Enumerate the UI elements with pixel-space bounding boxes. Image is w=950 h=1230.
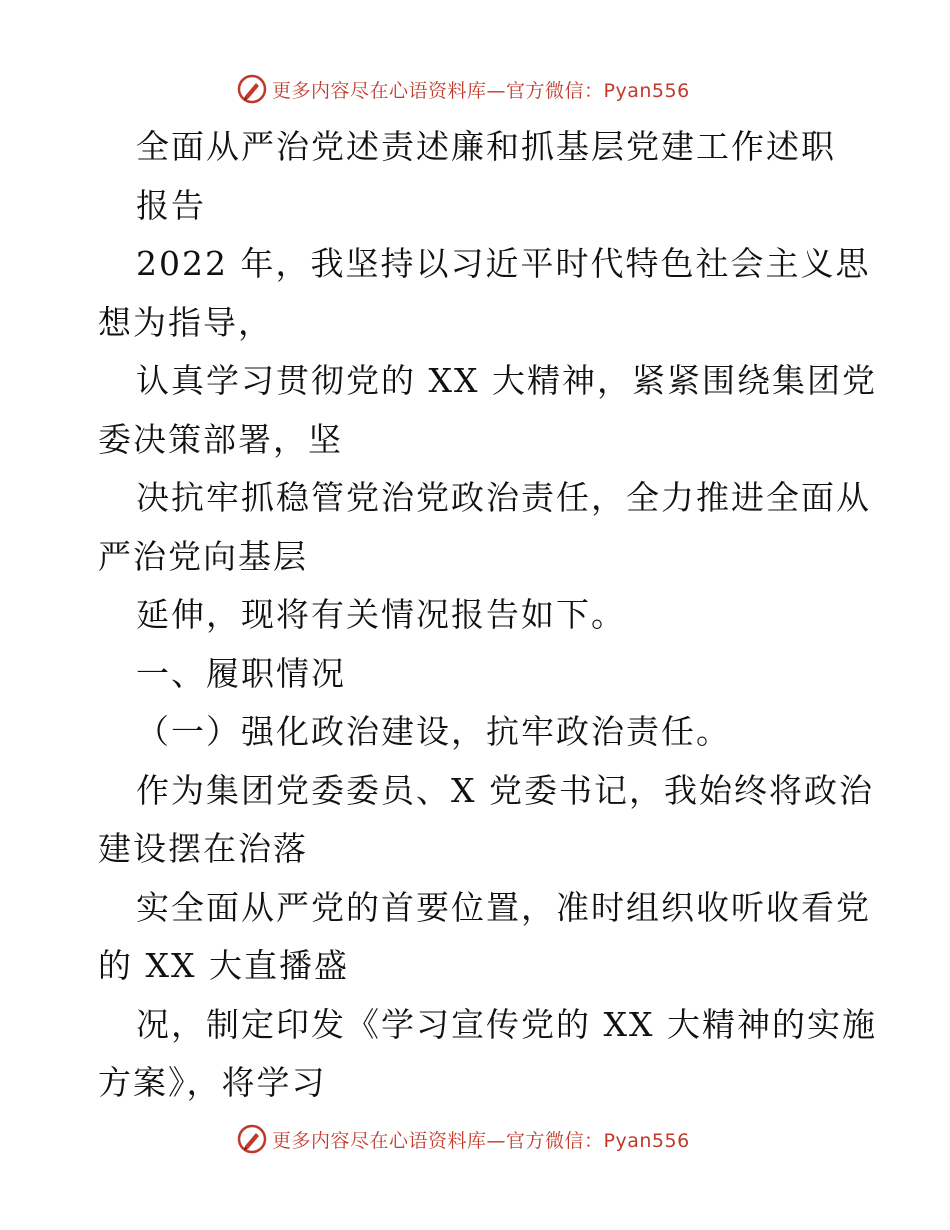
paragraph-line: 委决策部署，坚 <box>98 419 343 459</box>
section-heading: 一、履职情况 <box>136 653 346 693</box>
paragraph-line: 认真学习贯彻党的 XX 大精神，紧紧围绕集团党 <box>136 361 877 400</box>
paragraph-line: 决抗牢抓稳管党治党政治责任，全力推进全面从 <box>136 478 871 517</box>
footer-watermark <box>236 1122 690 1156</box>
header-watermark <box>236 72 690 106</box>
title-line-2: 报告 <box>136 185 206 225</box>
paragraph-line: 作为集团党委委员、X 党委书记，我始终将政治 <box>136 770 874 810</box>
title-line-1: 全面从严治党述责述廉和抓基层党建工作述职 <box>136 127 836 166</box>
paragraph-line: 严治党向基层 <box>98 536 308 576</box>
paragraph-line: 况，制定印发《学习宣传党的 XX 大精神的实施 <box>136 1004 877 1044</box>
pen-logo-icon <box>236 1123 268 1155</box>
paragraph-line: 延伸，现将有关情况报告如下。 <box>136 595 626 634</box>
paragraph-line: 的 XX 大直播盛 <box>98 946 349 985</box>
paragraph-line: 实全面从严党的首要位置，准时组织收听收看党 <box>136 887 871 927</box>
header-watermark-text: 更多内容尽在心语资料库—官方微信：Pyan556 <box>272 79 690 102</box>
paragraph-line: 建设摆在治落 <box>98 829 308 868</box>
paragraph-line: 想为指导， <box>98 302 273 342</box>
document-body <box>98 118 877 1113</box>
subsection-heading: （一）强化政治建设，抗牢政治责任。 <box>136 712 731 751</box>
footer-watermark-text: 更多内容尽在心语资料库—官方微信：Pyan556 <box>272 1129 690 1152</box>
pen-logo-icon <box>236 73 268 105</box>
paragraph-line: 2022 年，我坚持以习近平时代特色社会主义思 <box>136 244 871 283</box>
paragraph-line: 方案》，将学习 <box>98 1063 327 1102</box>
